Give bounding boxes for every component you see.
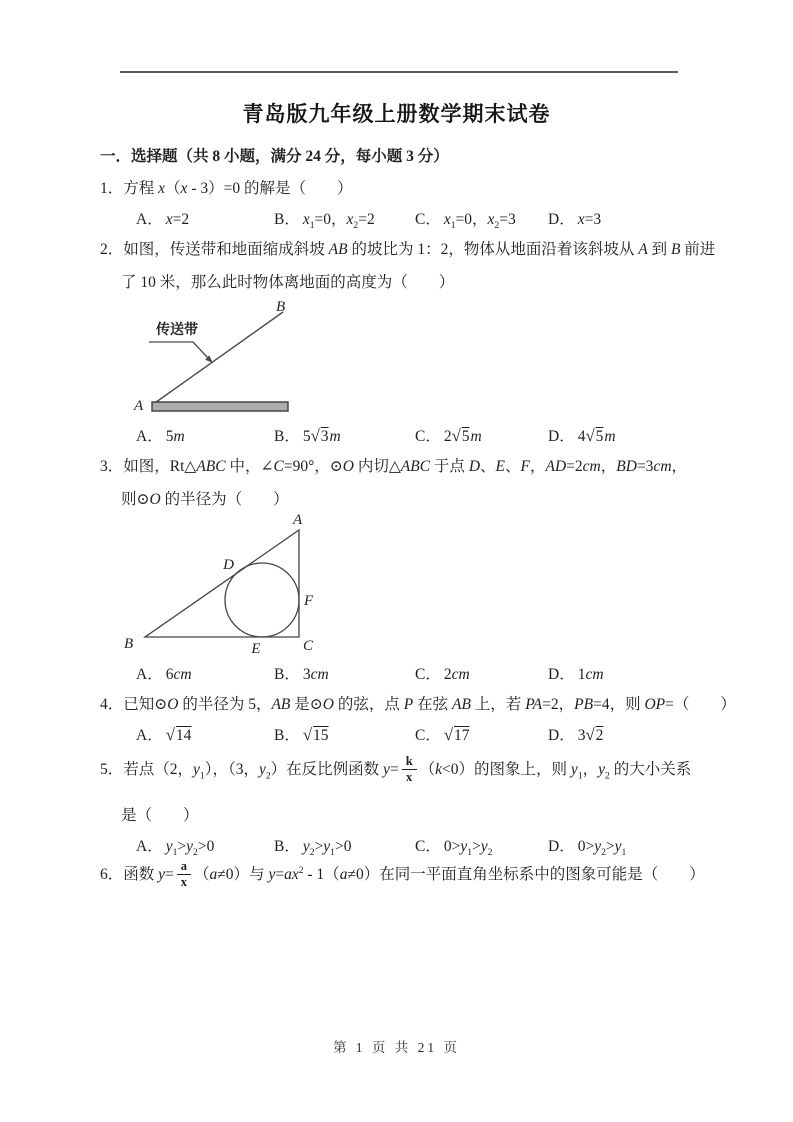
option-letter: D． bbox=[548, 727, 575, 744]
option-value: $0>y_1>y_2$ bbox=[443, 838, 493, 859]
option-b bbox=[274, 834, 352, 859]
question-5-stem-line1: 5．若点（2，$y_1$），（3，$y_2$）在反比例函数 y= $\frac{k}{x}$ （k<0）的图象上，则 $y_1$，$y_2$ 的大小关系 bbox=[100, 754, 692, 785]
square-root: √15 bbox=[302, 725, 329, 744]
fraction: $\frac{k}{x}$ bbox=[402, 755, 417, 784]
option-letter: A． bbox=[136, 838, 163, 855]
option-d bbox=[548, 424, 616, 446]
option-value: $y_2>y_1>0$ bbox=[302, 838, 352, 859]
option-letter: B． bbox=[274, 211, 300, 228]
option-letter: A． bbox=[136, 211, 163, 228]
option-value: 2cm bbox=[443, 666, 470, 683]
option-letter: B． bbox=[274, 727, 300, 744]
question-2-stem-line1: 2．如图，传送带和地面缩成斜坡 AB 的坡比为 1：2，物体从地面沿着该斜坡从 A 到 B 前进 bbox=[100, 241, 716, 258]
option-value: $y_1>y_2>0$ bbox=[165, 838, 215, 859]
exam-title: 青岛版九年级上册数学期末试卷 bbox=[242, 102, 551, 126]
option-value: $0>y_2>y_1$ bbox=[577, 838, 627, 859]
option-c bbox=[415, 723, 471, 745]
ground-rect bbox=[152, 402, 288, 411]
option-value: $x_1=0$，$x_2=2$ bbox=[302, 211, 375, 232]
section-heading: 一．选择题（共 8 小题，满分 24 分，每小题 3 分） bbox=[100, 148, 449, 165]
option-value: 5√3m bbox=[302, 426, 341, 445]
question-4-stem: 4．已知⊙O 的半径为 5，AB 是⊙O 的弦，点 P 在弦 AB 上，若 PA=2，PB=4，则 OP=（ ） bbox=[100, 696, 736, 713]
question-5-stem-line2: 是（ ） bbox=[121, 807, 199, 824]
page-number-footer: 第 1 页 共 21 页 bbox=[332, 1040, 461, 1055]
option-letter: C． bbox=[415, 666, 441, 683]
point-e-label: E bbox=[251, 641, 261, 657]
option-a bbox=[136, 662, 192, 684]
option-c bbox=[415, 662, 470, 684]
option-value bbox=[166, 727, 193, 744]
option-letter: A． bbox=[136, 666, 163, 683]
option-value bbox=[444, 727, 471, 744]
square-root: √2 bbox=[585, 725, 604, 744]
option-letter: C． bbox=[415, 727, 441, 744]
option-a bbox=[136, 424, 185, 446]
option-value: 2√5m bbox=[443, 426, 482, 445]
option-letter: C． bbox=[415, 211, 441, 228]
option-b bbox=[274, 207, 375, 232]
question-1-stem: 1．方程 x（x - 3）=0 的解是（ ） bbox=[100, 180, 353, 197]
option-letter: B． bbox=[274, 838, 300, 855]
conveyor-figure bbox=[130, 298, 305, 423]
square-root: √3 bbox=[310, 426, 329, 445]
option-value: 3cm bbox=[302, 666, 329, 683]
point-c-label: C bbox=[303, 638, 314, 654]
question-4-options bbox=[100, 723, 760, 749]
option-value: 5m bbox=[165, 428, 185, 445]
point-d-label: D bbox=[223, 557, 234, 573]
option-value bbox=[303, 727, 330, 744]
option-value: $x_1=0$，$x_2=3$ bbox=[443, 211, 516, 232]
question-1-options bbox=[100, 207, 760, 233]
leader-arrow-line bbox=[149, 342, 208, 358]
option-letter: D． bbox=[548, 428, 575, 445]
option-d bbox=[548, 723, 604, 745]
option-letter: D． bbox=[548, 211, 575, 228]
point-a-label: A bbox=[293, 512, 303, 528]
option-value: 3√2 bbox=[577, 725, 604, 744]
option-a bbox=[136, 723, 192, 745]
point-b-label: B bbox=[124, 636, 134, 652]
option-c bbox=[415, 424, 482, 446]
option-c bbox=[415, 207, 516, 232]
option-letter: C． bbox=[415, 838, 441, 855]
question-6-stem: 6．函数 y= $\frac{a}{x}$ （a≠0）与 $y=ax^2 - 1(a\ne 0)$在同一平面直角坐标系中的图象可能是（ ） bbox=[100, 859, 705, 890]
option-value: 1cm bbox=[577, 666, 604, 683]
option-d bbox=[548, 662, 604, 684]
question-2-stem-line2: 了 10 米，那么此时物体离地面的高度为（ ） bbox=[121, 274, 455, 291]
option-letter: B． bbox=[274, 428, 300, 445]
option-c bbox=[415, 834, 493, 859]
inscribed-circle bbox=[225, 563, 299, 637]
question-3-stem-line2: 则⊙O 的半径为（ ） bbox=[121, 491, 289, 508]
option-d bbox=[548, 834, 627, 859]
question-2-options bbox=[100, 424, 760, 450]
fraction: $\frac{a}{x}$ bbox=[177, 860, 191, 889]
header-rule bbox=[120, 71, 678, 73]
option-b bbox=[274, 723, 330, 745]
square-root: √14 bbox=[165, 725, 192, 744]
square-root: √5 bbox=[585, 426, 604, 445]
option-d bbox=[548, 207, 601, 229]
square-root: √5 bbox=[451, 426, 470, 445]
point-f-label: F bbox=[304, 593, 314, 609]
belt-label: 传送带 bbox=[156, 321, 198, 337]
option-letter: C． bbox=[415, 428, 441, 445]
option-letter: B． bbox=[274, 666, 300, 683]
question-5-options bbox=[100, 834, 760, 860]
option-value: 6cm bbox=[165, 666, 192, 683]
triangle-abc bbox=[145, 530, 299, 637]
option-b bbox=[274, 662, 329, 684]
question-3-stem-line1: 3．如图，Rt△ABC 中，∠C=90°，⊙O 内切△ABC 于点 D、E、F，AD=2cm，BD=3cm， bbox=[100, 458, 688, 475]
option-letter: D． bbox=[548, 838, 575, 855]
option-letter: A． bbox=[136, 727, 163, 744]
option-letter: A． bbox=[136, 428, 163, 445]
option-value: 4√5m bbox=[577, 426, 616, 445]
incircle-figure bbox=[122, 508, 327, 663]
option-a bbox=[136, 834, 215, 859]
question-3-options bbox=[100, 662, 760, 688]
option-letter: D． bbox=[548, 666, 575, 683]
option-value: x=2 bbox=[165, 211, 190, 228]
option-b bbox=[274, 424, 341, 446]
square-root: √17 bbox=[443, 725, 470, 744]
point-a-label: A bbox=[134, 398, 144, 414]
point-b-label: B bbox=[276, 299, 286, 315]
option-a bbox=[136, 207, 189, 229]
option-value: x=3 bbox=[577, 211, 602, 228]
